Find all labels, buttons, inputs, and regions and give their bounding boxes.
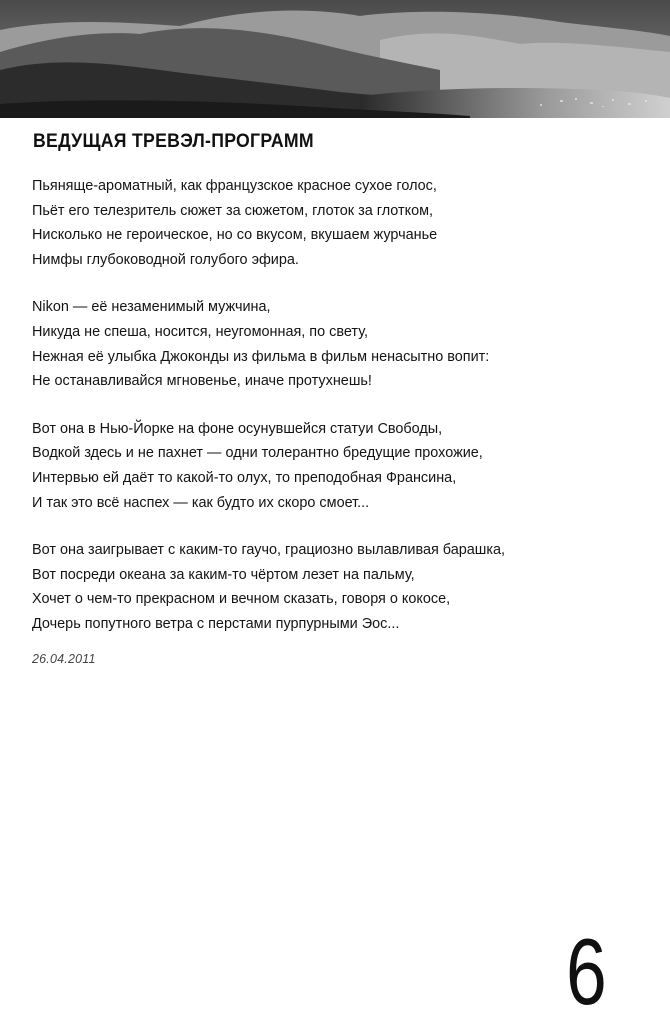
- poem-line: Нежная её улыбка Джоконды из фильма в фильм ненасытно вопит:: [32, 347, 490, 365]
- poem-line: Нимфы глубоководной голубого эфира.: [32, 250, 299, 268]
- poem-line: Вот она в Нью-Йорке на фоне осунувшейся статуи Свободы,: [32, 419, 443, 437]
- poem-line: Nikon — её незаменимый мужчина,: [32, 298, 271, 316]
- poem-line: Вот посреди океана за каким-то чёртом лезет на пальму,: [32, 565, 415, 583]
- poem-line: Пьяняще-ароматный, как французское красное сухое голос,: [32, 177, 437, 194]
- poem-line: Водкой здесь и не пахнет — одни толерантно бредущие прохожие,: [32, 444, 483, 462]
- stanza: [32, 174, 652, 272]
- poem-line: Хочет о чем-то прекрасном и вечном сказать, говоря о кокосе,: [32, 590, 451, 608]
- poem-line: И так это всё наспех — как будто их скоро смоет...: [32, 493, 370, 511]
- page-number: 6: [566, 919, 607, 1024]
- poem-line: Не останавливайся мгновенье, иначе протухнешь!: [32, 372, 372, 390]
- poem-line: Нисколько не героическое, но со вкусом, вкушаем журчанье: [32, 226, 438, 244]
- stanza: [32, 295, 652, 393]
- poem-line: Вот она заигрывает с каким-то гаучо, грациозно вылавливая барашка,: [32, 541, 506, 559]
- stanza: [32, 417, 652, 515]
- poem-line: Дочерь попутного ветра с перстами пурпурными Эос...: [32, 614, 400, 632]
- poem-line: Никуда не спеша, носится, неугомонная, по свету,: [32, 322, 368, 340]
- poem-date: 26.04.2011: [32, 652, 96, 666]
- poem-line: Пьёт его телезритель сюжет за сюжетом, глоток за глотком,: [32, 201, 434, 219]
- poem-body: [32, 174, 652, 660]
- article-title: ВЕДУЩАЯ ТРЕВЭЛ-ПРОГРАММ: [33, 131, 314, 152]
- stanza: [32, 538, 652, 636]
- poem-line: Интервью ей даёт то какой-то олух, то преподобная Франсина,: [32, 468, 457, 486]
- mountain-landscape-photo: [0, 0, 670, 118]
